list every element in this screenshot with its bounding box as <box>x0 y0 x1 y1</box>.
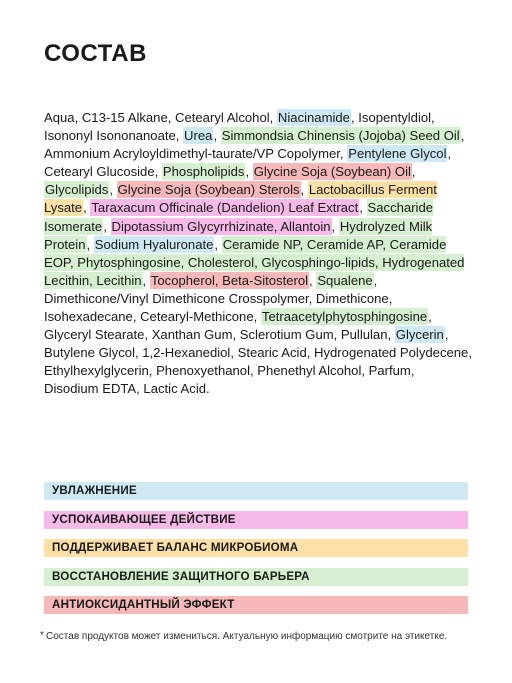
ingredient-text: , Ammonium Acryloyldimethyl-taurate/VP Copolymer, <box>44 128 465 162</box>
ingredient-highlight-micro: Lactobacillus Ferment Lysate <box>44 182 437 216</box>
ingredient-highlight-barrier: Glycolipids <box>45 182 109 198</box>
legend-item: АНТИОКСИДАНТНЫЙ ЭФФЕКТ <box>44 596 468 614</box>
ingredient-text: , <box>359 200 367 216</box>
ingredient-highlight-antiox: Tocopherol, Beta-Sitosterol <box>150 272 309 288</box>
ingredient-highlight-antiox: Glycine Soja (Soybean) Oil <box>253 164 411 180</box>
ingredient-text: , <box>300 182 308 198</box>
ingredient-highlight-moist: Urea <box>184 128 213 144</box>
footnote-text: Состав продуктов может измениться. Актуальную информацию смотрите на этикетке. <box>46 631 448 642</box>
ingredient-text: Aqua, C13-15 Alkane, Cetearyl Alcohol, <box>44 110 277 125</box>
ingredient-text: , <box>109 182 117 198</box>
ingredient-text: , <box>213 128 221 144</box>
legend-item: ВОССТАНОВЛЕНИЕ ЗАЩИТНОГО БАРЬЕРА <box>44 568 468 586</box>
ingredient-highlight-moist: Pentylene Glycol <box>348 146 447 162</box>
footnote-asterisk: * <box>40 630 44 641</box>
ingredients-list <box>44 109 472 399</box>
ingredient-text: , <box>245 164 253 180</box>
ingredient-highlight-moist: Niacinamide <box>277 110 350 125</box>
ingredient-text: , Dimethicone/Vinyl Dimethicone Crosspolymer, Dimethicone, Isohexadecane, Cetearyl-Methicone, <box>44 272 393 325</box>
ingredient-highlight-barrier: Phospholipids <box>162 164 245 180</box>
ingredient-text: , <box>214 236 222 252</box>
ingredient-text: , <box>309 272 317 288</box>
legend-item: ПОДДЕРЖИВАЕТ БАЛАНС МИКРОБИОМА <box>44 539 468 557</box>
ingredient-text: , Butylene Glycol, 1,2-Hexanediol, Stearic Acid, Hydrogenated Polydecene, Ethylhexylglycerin, Phenoxyethanol, Phenethyl Alcohol, Parfum, Disodium EDTA, Lactic Acid. <box>44 327 472 397</box>
ingredient-text: , <box>411 164 416 180</box>
ingredient-highlight-barrier: Ceramide NP, Ceramide AP, Ceramide EOP, Phytosphingosine, Cholesterol, Glycosphingo-lipids, Hydrogenated Lecithin, Lecithin <box>44 236 465 288</box>
ingredient-highlight-barrier: Saccharide Isomerate <box>44 200 434 234</box>
ingredient-highlight-antiox: Glycine Soja (Soybean) Sterols <box>117 182 300 198</box>
ingredient-highlight-barrier: Squalene <box>317 272 373 288</box>
ingredient-text: , <box>103 218 111 234</box>
ingredient-text: , Isopentyldiol, Isononyl Isononanoate, <box>44 110 435 144</box>
ingredient-highlight-barrier: Simmondsia Chinensis (Jojoba) Seed Oil <box>221 128 460 144</box>
ingredient-text: , <box>331 218 339 234</box>
ingredient-highlight-calm: Dipotassium Glycyrrhizinate, Allantoin <box>111 218 331 234</box>
footnote <box>40 630 480 644</box>
ingredient-highlight-calm: Taraxacum Officinale (Dandelion) Leaf Extract <box>91 200 359 216</box>
ingredient-highlight-barrier: Tetraacetylphytosphingosine <box>261 309 428 325</box>
legend-item: УВЛАЖНЕНИЕ <box>44 482 468 500</box>
ingredient-text: , <box>86 236 94 252</box>
ingredient-highlight-moist: Glycerin <box>395 327 444 343</box>
legend-item: УСПОКАИВАЮЩЕЕ ДЕЙСТВИЕ <box>44 511 468 529</box>
ingredient-text: , <box>83 200 91 216</box>
ingredient-highlight-barrier: Hydrolyzed Milk Protein <box>44 218 433 252</box>
ingredient-highlight-moist: Sodium Hyaluronate <box>94 236 214 252</box>
ingredient-text: , Glyceryl Stearate, Xanthan Gum, Sclerotium Gum, Pullulan, <box>44 309 432 343</box>
legend <box>44 482 468 625</box>
ingredient-text: , <box>142 272 150 288</box>
ingredient-text: , Cetearyl Glucoside, <box>44 146 452 180</box>
page-title: СОСТАВ <box>44 40 147 67</box>
